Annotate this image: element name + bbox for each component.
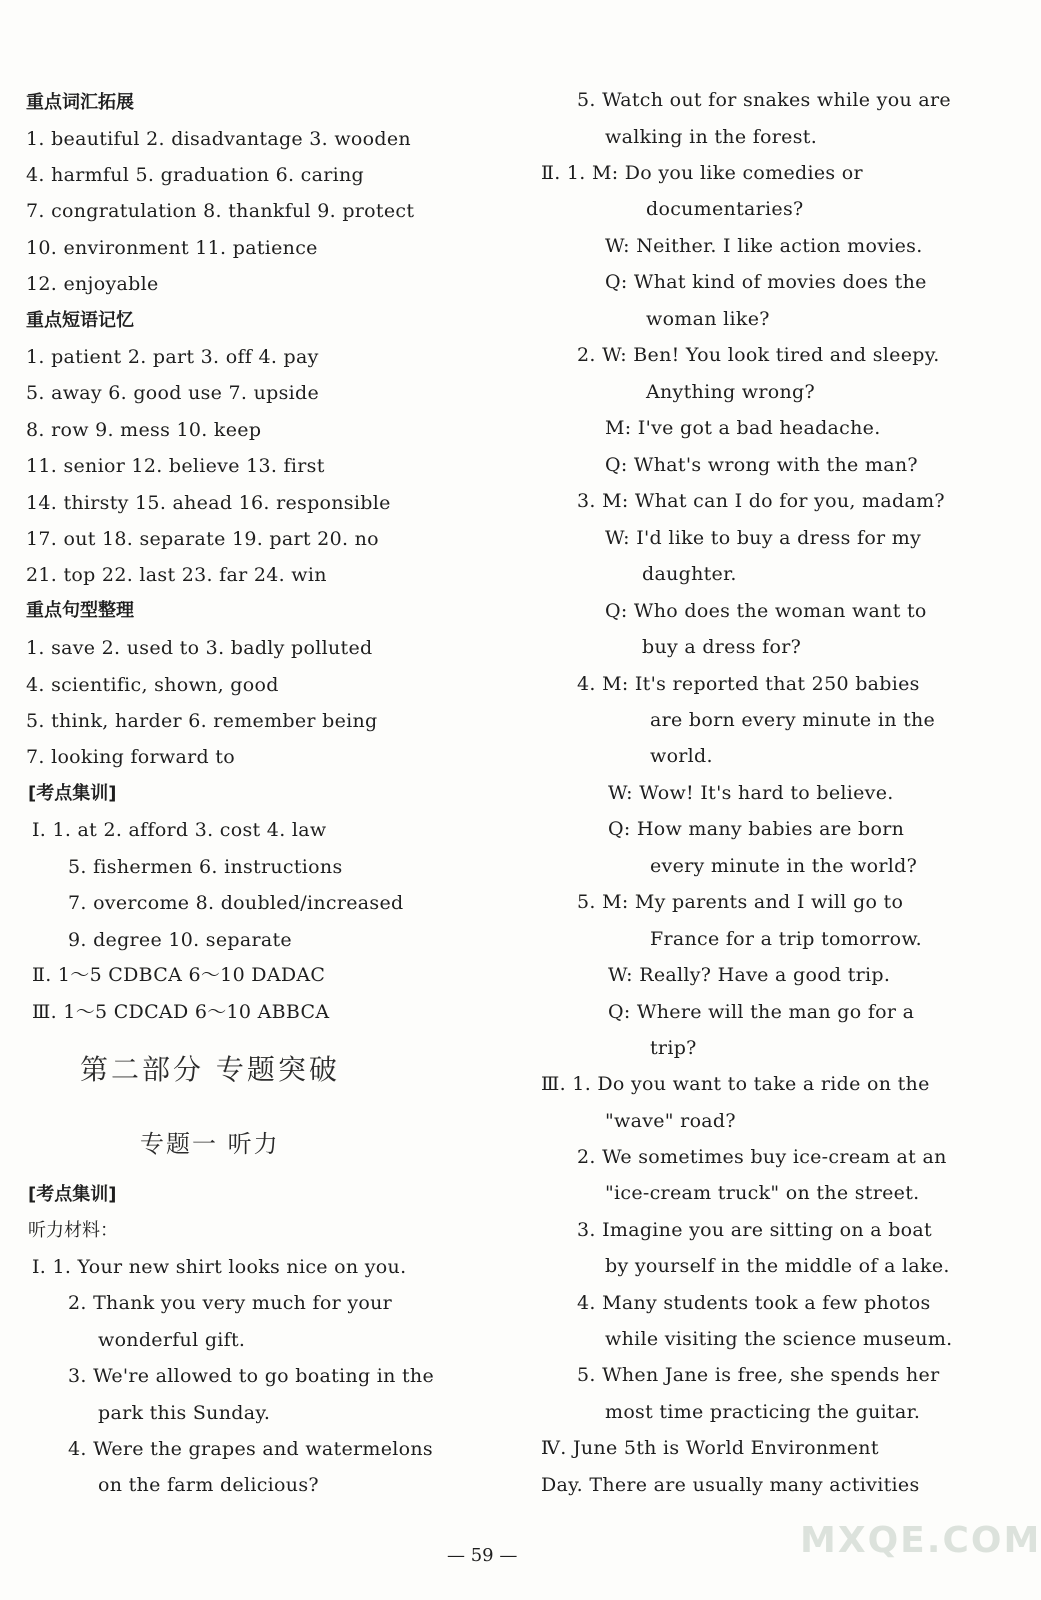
listening-line: walking in the forest.	[605, 126, 818, 148]
listening-line: on the farm delicious?	[98, 1474, 319, 1496]
section-heading-training: [考点集训]	[28, 1184, 117, 1205]
watermark-logo: MXQE.COM	[800, 1520, 1041, 1561]
listening-line: Q: How many babies are born	[608, 818, 905, 840]
listening-line: daughter.	[642, 563, 737, 585]
section-heading-training: [考点集训]	[28, 783, 117, 804]
listening-line: woman like?	[646, 308, 770, 330]
answer-line: 4. scientific, shown, good	[26, 674, 279, 696]
listening-line: Q: Where will the man go for a	[608, 1001, 915, 1023]
listening-line: 2. We sometimes buy ice-cream at an	[577, 1146, 947, 1168]
listening-line: Anything wrong?	[646, 381, 815, 403]
section-heading-sentence: 重点句型整理	[26, 600, 134, 621]
listening-line: W: Really? Have a good trip.	[608, 964, 891, 986]
answer-line: 5. fishermen 6. instructions	[68, 856, 343, 878]
answer-line: 7. overcome 8. doubled/increased	[68, 892, 404, 914]
listening-line: are born every minute in the	[650, 709, 936, 731]
listening-line: by yourself in the middle of a lake.	[605, 1255, 950, 1277]
answer-line: 12. enjoyable	[26, 273, 159, 295]
listening-line: 3. Imagine you are sitting on a boat	[577, 1219, 932, 1241]
answer-line: 11. senior 12. believe 13. first	[26, 455, 325, 477]
listening-line: Ⅳ. June 5th is World Environment	[541, 1437, 879, 1459]
listening-line: France for a trip tomorrow.	[650, 928, 922, 950]
listening-line: 4. M: It's reported that 250 babies	[577, 673, 920, 695]
listening-line: Ⅱ. 1. M: Do you like comedies or	[541, 162, 863, 184]
answer-line: 14. thirsty 15. ahead 16. responsible	[26, 492, 391, 514]
listening-line: Ⅰ. 1. Your new shirt looks nice on you.	[32, 1256, 407, 1278]
answer-line: 4. harmful 5. graduation 6. caring	[26, 164, 365, 186]
listening-line: Q: Who does the woman want to	[605, 600, 927, 622]
listening-line: Ⅲ. 1. Do you want to take a ride on the	[541, 1073, 930, 1095]
answer-line: 1. save 2. used to 3. badly polluted	[26, 637, 373, 659]
answer-line: Ⅱ. 1～5 CDBCA 6～10 DADAC	[32, 964, 326, 986]
part-title: 第二部分 专题突破	[80, 1053, 340, 1086]
listening-line: 5. When Jane is free, she spends her	[577, 1364, 940, 1386]
listening-line: 4. Were the grapes and watermelons	[68, 1438, 433, 1460]
answer-line: 1. patient 2. part 3. off 4. pay	[26, 346, 319, 368]
listening-line: W: Wow! It's hard to believe.	[608, 782, 894, 804]
answer-line: 8. row 9. mess 10. keep	[26, 419, 262, 441]
answer-line: Ⅰ. 1. at 2. afford 3. cost 4. law	[32, 819, 327, 841]
answer-line: 5. away 6. good use 7. upside	[26, 382, 320, 404]
listening-line: 3. We're allowed to go boating in the	[68, 1365, 435, 1387]
answer-line: 10. environment 11. patience	[26, 237, 318, 259]
listening-line: W: Neither. I like action movies.	[605, 235, 923, 257]
listening-line: W: I'd like to buy a dress for my	[605, 527, 922, 549]
answer-line: 1. beautiful 2. disadvantage 3. wooden	[26, 128, 411, 150]
material-label: 听力材料：	[28, 1220, 118, 1241]
topic-title: 专题一 听力	[140, 1130, 280, 1158]
answer-line: 9. degree 10. separate	[68, 929, 292, 951]
listening-line: documentaries?	[646, 198, 804, 220]
section-heading-vocab: 重点词汇拓展	[26, 92, 134, 113]
listening-line: "wave" road?	[605, 1110, 736, 1132]
listening-line: most time practicing the guitar.	[605, 1401, 921, 1423]
answer-line: 17. out 18. separate 19. part 20. no	[26, 528, 379, 550]
page-number: — 59 —	[447, 1545, 518, 1566]
listening-line: 3. M: What can I do for you, madam?	[577, 490, 945, 512]
answer-line: Ⅲ. 1～5 CDCAD 6～10 ABBCA	[32, 1001, 330, 1023]
listening-line: 5. M: My parents and I will go to	[577, 891, 904, 913]
listening-line: world.	[650, 745, 713, 767]
listening-line: Day. There are usually many activities	[541, 1474, 920, 1496]
listening-line: 2. W: Ben! You look tired and sleepy.	[577, 344, 940, 366]
listening-line: Q: What kind of movies does the	[605, 271, 927, 293]
listening-line: "ice-cream truck" on the street.	[605, 1182, 920, 1204]
listening-line: 2. Thank you very much for your	[68, 1292, 393, 1314]
listening-line: wonderful gift.	[98, 1329, 246, 1351]
listening-line: while visiting the science museum.	[605, 1328, 953, 1350]
listening-line: Q: What's wrong with the man?	[605, 454, 918, 476]
listening-line: trip?	[650, 1037, 697, 1059]
listening-line: park this Sunday.	[98, 1402, 271, 1424]
answer-line: 7. looking forward to	[26, 746, 235, 768]
listening-line: M: I've got a bad headache.	[605, 417, 881, 439]
listening-line: buy a dress for?	[642, 636, 802, 658]
section-heading-phrase: 重点短语记忆	[26, 310, 134, 331]
listening-line: every minute in the world?	[650, 855, 918, 877]
answer-line: 21. top 22. last 23. far 24. win	[26, 564, 327, 586]
answer-line: 5. think, harder 6. remember being	[26, 710, 378, 732]
answer-line: 7. congratulation 8. thankful 9. protect	[26, 200, 415, 222]
listening-line: 4. Many students took a few photos	[577, 1292, 931, 1314]
listening-line: 5. Watch out for snakes while you are	[577, 89, 951, 111]
